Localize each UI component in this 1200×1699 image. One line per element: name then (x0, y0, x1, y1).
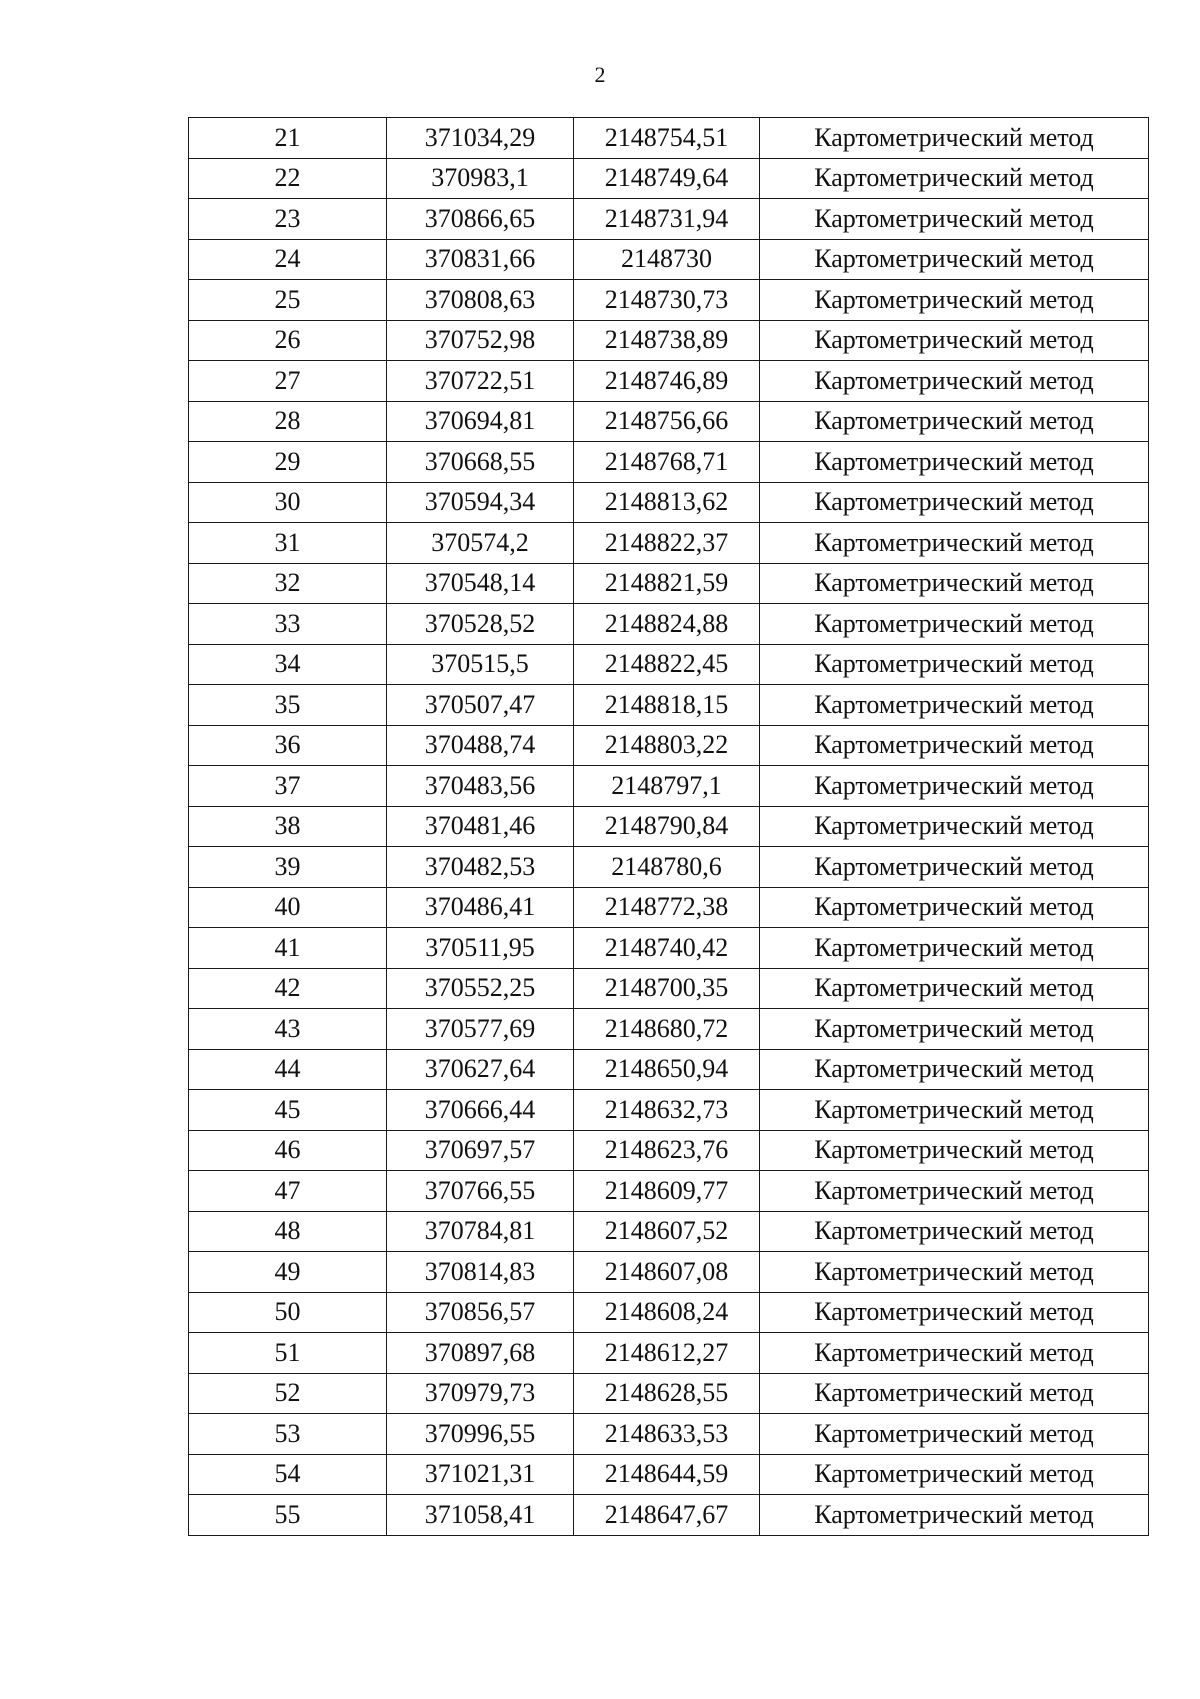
point-number-cell: 30 (189, 482, 387, 523)
method-cell: Картометрический метод (760, 280, 1149, 321)
y-coordinate-cell: 2148632,73 (574, 1090, 760, 1131)
x-coordinate-cell: 370574,2 (387, 523, 574, 564)
x-coordinate-cell: 370548,14 (387, 563, 574, 604)
y-coordinate-cell: 2148608,24 (574, 1292, 760, 1333)
point-number-cell: 52 (189, 1373, 387, 1414)
y-coordinate-cell: 2148824,88 (574, 604, 760, 645)
x-coordinate-cell: 370488,74 (387, 725, 574, 766)
y-coordinate-cell: 2148821,59 (574, 563, 760, 604)
point-number-cell: 54 (189, 1454, 387, 1495)
point-number-cell: 33 (189, 604, 387, 645)
point-number-cell: 38 (189, 806, 387, 847)
page-number: 2 (594, 62, 606, 87)
table-row (189, 766, 1149, 807)
point-number-cell: 31 (189, 523, 387, 564)
method-cell: Картометрический метод (760, 401, 1149, 442)
table-row (189, 239, 1149, 280)
method-cell: Картометрический метод (760, 604, 1149, 645)
x-coordinate-cell: 371034,29 (387, 118, 574, 159)
method-cell: Картометрический метод (760, 118, 1149, 159)
x-coordinate-cell: 370697,57 (387, 1130, 574, 1171)
x-coordinate-cell: 370668,55 (387, 442, 574, 483)
table-row (189, 1130, 1149, 1171)
x-coordinate-cell: 370784,81 (387, 1211, 574, 1252)
point-number-cell: 29 (189, 442, 387, 483)
y-coordinate-cell: 2148607,52 (574, 1211, 760, 1252)
method-cell: Картометрический метод (760, 1130, 1149, 1171)
method-cell: Картометрический метод (760, 1049, 1149, 1090)
method-cell: Картометрический метод (760, 847, 1149, 888)
x-coordinate-cell: 370752,98 (387, 320, 574, 361)
table-row (189, 1009, 1149, 1050)
table-row (189, 280, 1149, 321)
method-cell: Картометрический метод (760, 158, 1149, 199)
method-cell: Картометрический метод (760, 1292, 1149, 1333)
x-coordinate-cell: 370515,5 (387, 644, 574, 685)
x-coordinate-cell: 370511,95 (387, 928, 574, 969)
method-cell: Картометрический метод (760, 806, 1149, 847)
point-number-cell: 32 (189, 563, 387, 604)
table-row (189, 320, 1149, 361)
method-cell: Картометрический метод (760, 1495, 1149, 1536)
method-cell: Картометрический метод (760, 199, 1149, 240)
y-coordinate-cell: 2148749,64 (574, 158, 760, 199)
x-coordinate-cell: 370814,83 (387, 1252, 574, 1293)
table-row (189, 1333, 1149, 1374)
table-row (189, 401, 1149, 442)
point-number-cell: 55 (189, 1495, 387, 1536)
method-cell: Картометрический метод (760, 361, 1149, 402)
x-coordinate-cell: 370594,34 (387, 482, 574, 523)
table-row (189, 1211, 1149, 1252)
table-row (189, 968, 1149, 1009)
point-number-cell: 47 (189, 1171, 387, 1212)
y-coordinate-cell: 2148803,22 (574, 725, 760, 766)
y-coordinate-cell: 2148700,35 (574, 968, 760, 1009)
y-coordinate-cell: 2148797,1 (574, 766, 760, 807)
y-coordinate-cell: 2148740,42 (574, 928, 760, 969)
table-row (189, 1414, 1149, 1455)
y-coordinate-cell: 2148731,94 (574, 199, 760, 240)
table-row (189, 725, 1149, 766)
y-coordinate-cell: 2148647,67 (574, 1495, 760, 1536)
y-coordinate-cell: 2148628,55 (574, 1373, 760, 1414)
table-row (189, 847, 1149, 888)
method-cell: Картометрический метод (760, 1373, 1149, 1414)
x-coordinate-cell: 371058,41 (387, 1495, 574, 1536)
method-cell: Картометрический метод (760, 725, 1149, 766)
y-coordinate-cell: 2148623,76 (574, 1130, 760, 1171)
point-number-cell: 39 (189, 847, 387, 888)
table-row (189, 118, 1149, 159)
point-number-cell: 53 (189, 1414, 387, 1455)
table-row (189, 685, 1149, 726)
point-number-cell: 27 (189, 361, 387, 402)
x-coordinate-cell: 370856,57 (387, 1292, 574, 1333)
y-coordinate-cell: 2148607,08 (574, 1252, 760, 1293)
y-coordinate-cell: 2148754,51 (574, 118, 760, 159)
y-coordinate-cell: 2148612,27 (574, 1333, 760, 1374)
x-coordinate-cell: 370483,56 (387, 766, 574, 807)
coordinates-table (188, 117, 1149, 1536)
y-coordinate-cell: 2148644,59 (574, 1454, 760, 1495)
method-cell: Картометрический метод (760, 644, 1149, 685)
table-row (189, 442, 1149, 483)
y-coordinate-cell: 2148768,71 (574, 442, 760, 483)
method-cell: Картометрический метод (760, 1009, 1149, 1050)
method-cell: Картометрический метод (760, 968, 1149, 1009)
x-coordinate-cell: 370481,46 (387, 806, 574, 847)
point-number-cell: 22 (189, 158, 387, 199)
point-number-cell: 34 (189, 644, 387, 685)
point-number-cell: 21 (189, 118, 387, 159)
table-row (189, 1049, 1149, 1090)
x-coordinate-cell: 370766,55 (387, 1171, 574, 1212)
x-coordinate-cell: 370866,65 (387, 199, 574, 240)
y-coordinate-cell: 2148633,53 (574, 1414, 760, 1455)
method-cell: Картометрический метод (760, 1171, 1149, 1212)
y-coordinate-cell: 2148746,89 (574, 361, 760, 402)
point-number-cell: 43 (189, 1009, 387, 1050)
y-coordinate-cell: 2148730,73 (574, 280, 760, 321)
point-number-cell: 50 (189, 1292, 387, 1333)
x-coordinate-cell: 370722,51 (387, 361, 574, 402)
table-row (189, 1373, 1149, 1414)
x-coordinate-cell: 370577,69 (387, 1009, 574, 1050)
x-coordinate-cell: 370627,64 (387, 1049, 574, 1090)
method-cell: Картометрический метод (760, 1454, 1149, 1495)
table-row (189, 199, 1149, 240)
y-coordinate-cell: 2148818,15 (574, 685, 760, 726)
method-cell: Картометрический метод (760, 1333, 1149, 1374)
x-coordinate-cell: 370482,53 (387, 847, 574, 888)
method-cell: Картометрический метод (760, 239, 1149, 280)
y-coordinate-cell: 2148822,45 (574, 644, 760, 685)
table-row (189, 887, 1149, 928)
point-number-cell: 28 (189, 401, 387, 442)
point-number-cell: 51 (189, 1333, 387, 1374)
y-coordinate-cell: 2148772,38 (574, 887, 760, 928)
point-number-cell: 48 (189, 1211, 387, 1252)
point-number-cell: 36 (189, 725, 387, 766)
method-cell: Картометрический метод (760, 685, 1149, 726)
y-coordinate-cell: 2148822,37 (574, 523, 760, 564)
table-row (189, 361, 1149, 402)
table-row (189, 563, 1149, 604)
table-row (189, 928, 1149, 969)
table-row (189, 1292, 1149, 1333)
x-coordinate-cell: 370983,1 (387, 158, 574, 199)
table-row (189, 1495, 1149, 1536)
x-coordinate-cell: 370528,52 (387, 604, 574, 645)
method-cell: Картометрический метод (760, 320, 1149, 361)
method-cell: Картометрический метод (760, 766, 1149, 807)
method-cell: Картометрический метод (760, 482, 1149, 523)
x-coordinate-cell: 370831,66 (387, 239, 574, 280)
point-number-cell: 25 (189, 280, 387, 321)
x-coordinate-cell: 370666,44 (387, 1090, 574, 1131)
method-cell: Картометрический метод (760, 1414, 1149, 1455)
y-coordinate-cell: 2148813,62 (574, 482, 760, 523)
x-coordinate-cell: 370996,55 (387, 1414, 574, 1455)
y-coordinate-cell: 2148780,6 (574, 847, 760, 888)
point-number-cell: 23 (189, 199, 387, 240)
point-number-cell: 24 (189, 239, 387, 280)
y-coordinate-cell: 2148650,94 (574, 1049, 760, 1090)
x-coordinate-cell: 370694,81 (387, 401, 574, 442)
table-row (189, 1454, 1149, 1495)
table-row (189, 644, 1149, 685)
method-cell: Картометрический метод (760, 928, 1149, 969)
table-row (189, 158, 1149, 199)
point-number-cell: 42 (189, 968, 387, 1009)
coordinates-table-body (189, 118, 1149, 1536)
table-row (189, 482, 1149, 523)
table-row (189, 806, 1149, 847)
method-cell: Картометрический метод (760, 523, 1149, 564)
point-number-cell: 45 (189, 1090, 387, 1131)
x-coordinate-cell: 370808,63 (387, 280, 574, 321)
x-coordinate-cell: 370486,41 (387, 887, 574, 928)
point-number-cell: 35 (189, 685, 387, 726)
y-coordinate-cell: 2148738,89 (574, 320, 760, 361)
table-row (189, 523, 1149, 564)
table-row (189, 604, 1149, 645)
x-coordinate-cell: 371021,31 (387, 1454, 574, 1495)
point-number-cell: 37 (189, 766, 387, 807)
y-coordinate-cell: 2148730 (574, 239, 760, 280)
method-cell: Картометрический метод (760, 563, 1149, 604)
y-coordinate-cell: 2148790,84 (574, 806, 760, 847)
y-coordinate-cell: 2148609,77 (574, 1171, 760, 1212)
point-number-cell: 26 (189, 320, 387, 361)
method-cell: Картометрический метод (760, 442, 1149, 483)
y-coordinate-cell: 2148680,72 (574, 1009, 760, 1050)
point-number-cell: 49 (189, 1252, 387, 1293)
x-coordinate-cell: 370897,68 (387, 1333, 574, 1374)
method-cell: Картометрический метод (760, 887, 1149, 928)
y-coordinate-cell: 2148756,66 (574, 401, 760, 442)
point-number-cell: 41 (189, 928, 387, 969)
method-cell: Картометрический метод (760, 1090, 1149, 1131)
point-number-cell: 46 (189, 1130, 387, 1171)
method-cell: Картометрический метод (760, 1252, 1149, 1293)
point-number-cell: 40 (189, 887, 387, 928)
x-coordinate-cell: 370979,73 (387, 1373, 574, 1414)
point-number-cell: 44 (189, 1049, 387, 1090)
table-row (189, 1090, 1149, 1131)
method-cell: Картометрический метод (760, 1211, 1149, 1252)
x-coordinate-cell: 370507,47 (387, 685, 574, 726)
x-coordinate-cell: 370552,25 (387, 968, 574, 1009)
table-row (189, 1252, 1149, 1293)
table-row (189, 1171, 1149, 1212)
